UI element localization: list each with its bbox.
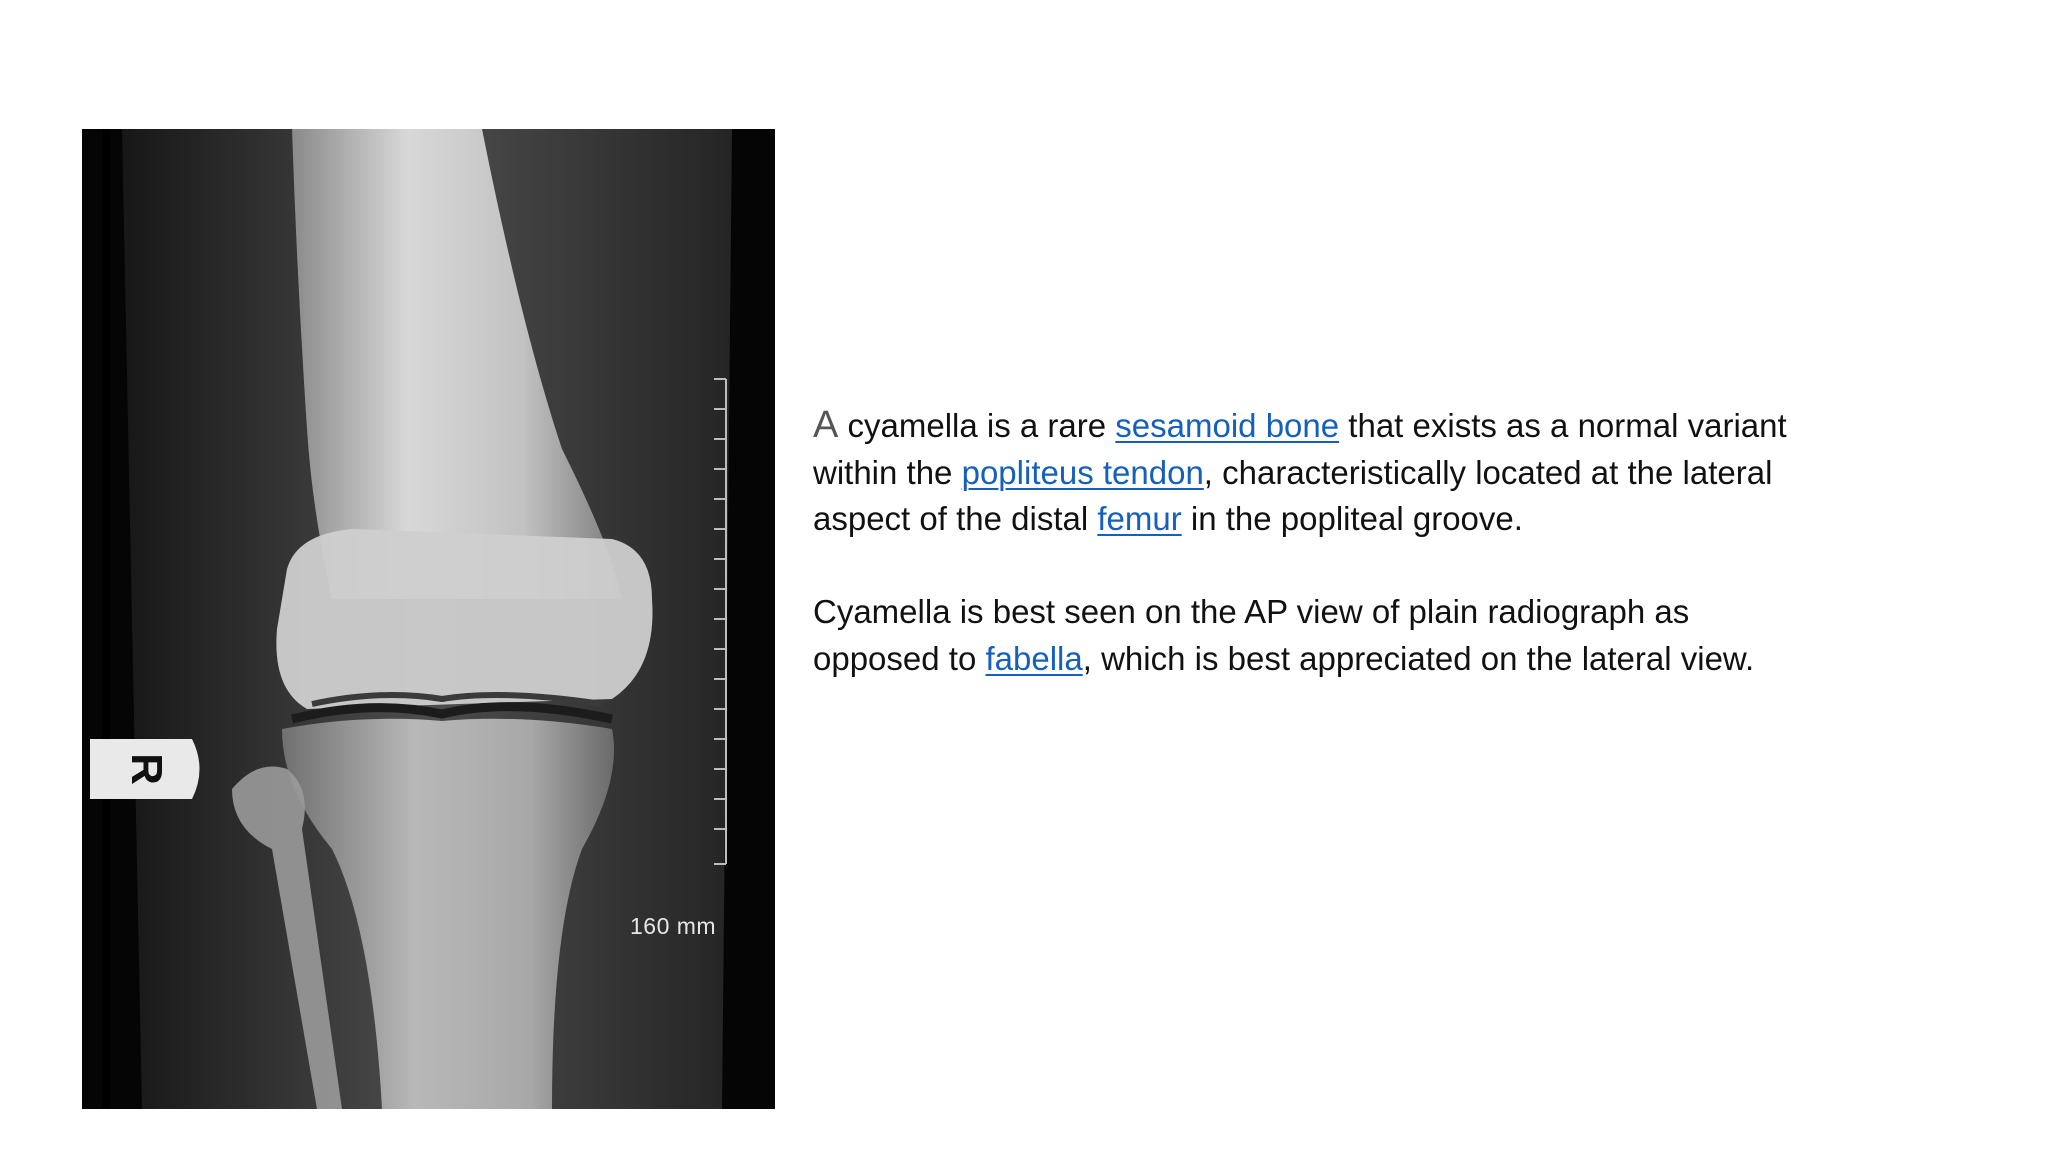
text-segment: , which is best appreciated on the lateral view. [1082, 639, 1755, 677]
text-segment: that exists as a normal variant within the [813, 407, 1787, 491]
paragraph-definition [813, 402, 1823, 543]
link-sesamoid-bone[interactable]: sesamoid bone [1115, 407, 1340, 444]
lead-letter: A [813, 404, 839, 446]
description-text [813, 402, 1823, 682]
knee-xray-drawing [82, 129, 775, 1109]
text-segment: in the popliteal groove. [1181, 500, 1523, 537]
link-popliteus-tendon[interactable]: popliteus tendon [961, 453, 1204, 491]
text-segment: cyamella is a rare [838, 407, 1116, 444]
scale-label: 160 mm [630, 913, 717, 939]
link-femur[interactable]: femur [1097, 500, 1182, 537]
knee-xray-image [82, 129, 775, 1109]
paragraph-imaging [813, 589, 1823, 682]
side-marker-letter: R [122, 753, 171, 785]
text-segment: , characteristically located at the lateral aspect of the distal [813, 453, 1773, 537]
text-segment: Cyamella is best seen on the AP view of plain radiograph as opposed to [813, 593, 1690, 677]
link-fabella[interactable]: fabella [985, 639, 1083, 677]
